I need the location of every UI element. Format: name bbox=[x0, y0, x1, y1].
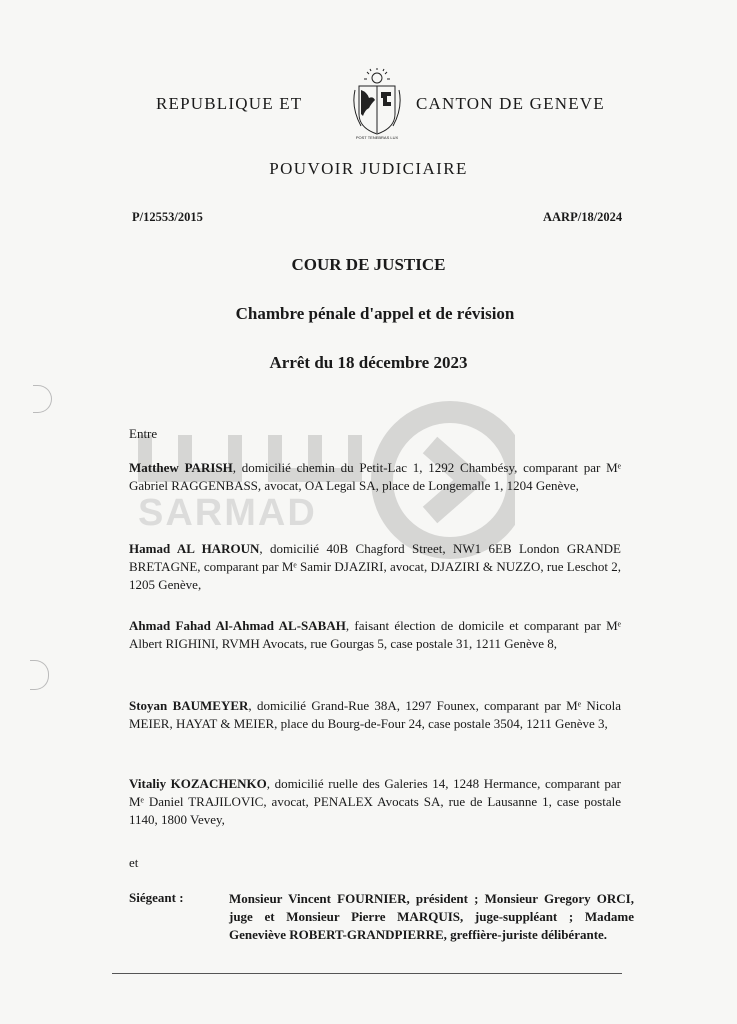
watermark-text: SARMAD bbox=[138, 492, 317, 534]
intro-entre: Entre bbox=[129, 426, 158, 441]
party-name: Stoyan BAUMEYER bbox=[129, 698, 249, 713]
party-paragraph bbox=[129, 617, 621, 653]
party-paragraph bbox=[129, 459, 621, 495]
svg-text:POST TENEBRAS LUX: POST TENEBRAS LUX bbox=[355, 135, 399, 140]
header-subtitle: POUVOIR JUDICIAIRE bbox=[269, 159, 468, 178]
party-paragraph bbox=[129, 540, 621, 594]
party-details: , domicilié Grand-Rue 38A, 1297 Founex, comparant par Mᵉ Nicola MEIER, HAYAT & MEIER, place du Bourg-de-Four 24, case postale 3504, 1211 Genève 3, bbox=[129, 698, 622, 731]
chamber-title: Chambre pénale d'appel et de révision bbox=[235, 304, 515, 323]
party-paragraph bbox=[129, 775, 621, 829]
siegeant-composition: Monsieur Vincent FOURNIER, président ; Monsieur Gregory ORCI, juge et Monsieur Pierre MARQUIS, juge-suppléant ; Madame Geneviève ROBERT-GRANDPIERRE, greffière-juriste délibérante. bbox=[229, 891, 634, 942]
court-title: COUR DE JUSTICE bbox=[291, 255, 446, 274]
case-reference: P/12553/2015 bbox=[132, 210, 203, 224]
judgment-reference: AARP/18/2024 bbox=[543, 210, 623, 224]
party-details: , domicilié ruelle des Galeries 14, 1248 Hermance, comparant par Mᵉ Daniel TRAJILOVIC, avocat, PENALEX Avocats SA, rue de Lausanne 1, case postale 1140, 1800 Vevey, bbox=[129, 776, 622, 827]
party-paragraph bbox=[129, 697, 621, 733]
party-details: , domicilié 40B Chagford Street, NW1 6EB London GRANDE BRETAGNE, comparant par Mᵉ Samir DJAZIRI, avocat, DJAZIRI & NUZZO, rue Leschot 2, 1205 Genève, bbox=[129, 541, 621, 592]
siegeant-label: Siégeant : bbox=[129, 890, 184, 905]
party-name: Matthew PARISH bbox=[129, 460, 233, 475]
scan-mark bbox=[30, 660, 49, 690]
conjunction-et: et bbox=[129, 855, 139, 870]
geneva-coat-of-arms-icon bbox=[347, 68, 407, 140]
party-name: Hamad AL HAROUN bbox=[129, 541, 260, 556]
header-canton: CANTON DE GENEVE bbox=[416, 94, 605, 113]
judgment-date: Arrêt du 18 décembre 2023 bbox=[269, 353, 468, 372]
party-name: Vitaliy KOZACHENKO bbox=[129, 776, 267, 791]
party-details: , domicilié chemin du Petit-Lac 1, 1292 Chambésy, comparant par Mᵉ Gabriel RAGGENBASS, avocat, OA Legal SA, place de Longemalle 1, 1204 Genève, bbox=[129, 460, 621, 493]
header-republique: REPUBLIQUE ET bbox=[156, 94, 303, 113]
party-name: Ahmad Fahad Al-Ahmad AL-SABAH bbox=[129, 618, 346, 633]
scan-mark bbox=[33, 385, 52, 413]
party-details: , faisant élection de domicile et comparant par Mᵉ Albert RIGHINI, RVMH Avocats, rue Gourgas 5, case postale 31, 1211 Genève 8, bbox=[129, 618, 622, 651]
bottom-divider bbox=[112, 973, 622, 974]
